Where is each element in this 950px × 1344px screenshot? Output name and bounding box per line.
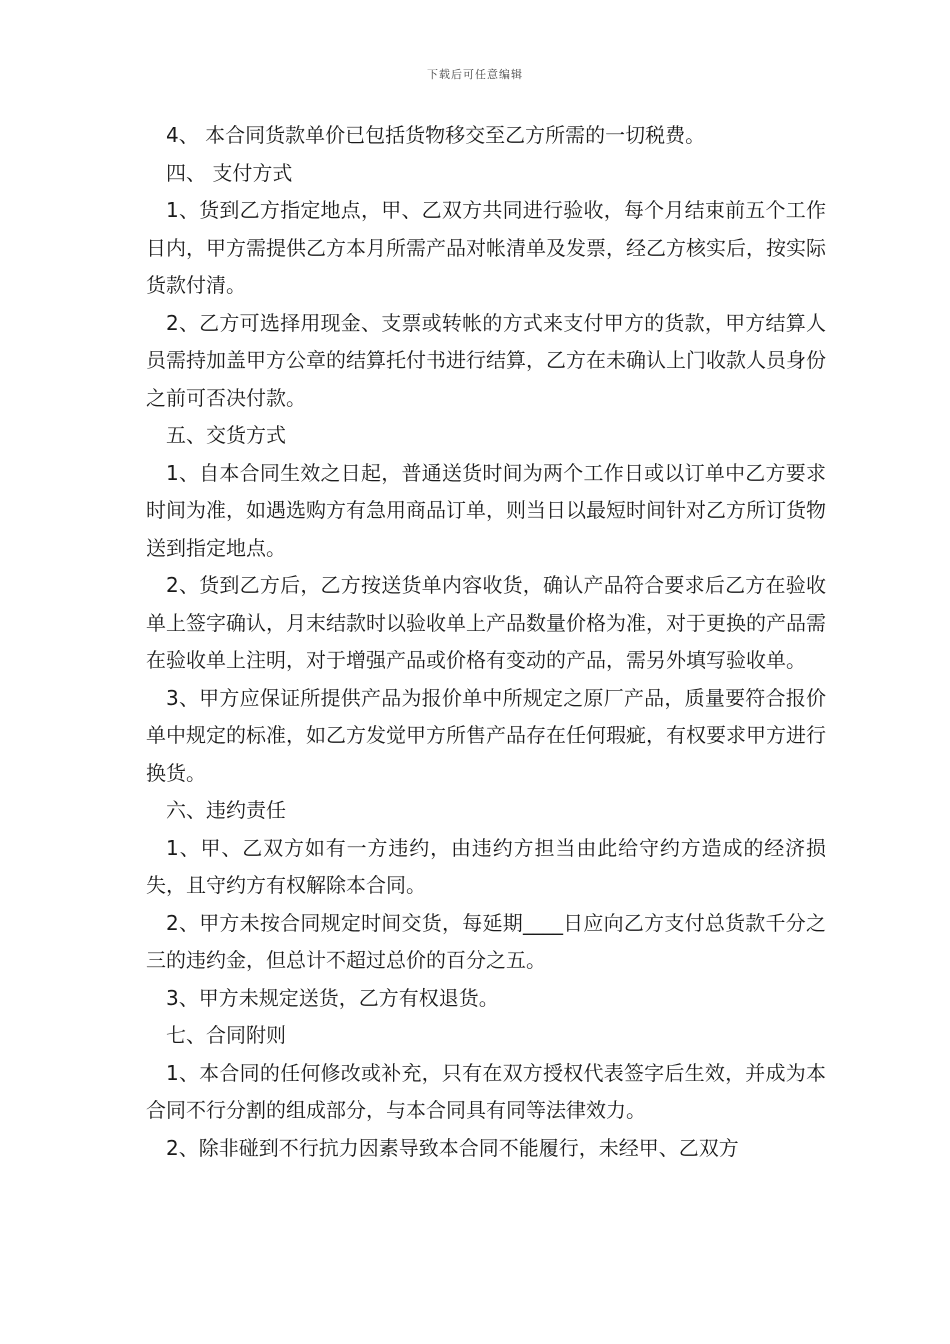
page-header: 下载后可任意编辑 xyxy=(427,68,523,81)
clause-6-item-3: 3、甲方未规定送货，乙方有权退货。 xyxy=(166,985,499,1010)
clause-4-item-2: 2、乙方可选择用现金、支票或转帐的方式来支付甲方的货款，甲方结算人员需持加盖甲方公章的结算托付书进行结算，乙方在未确认上门收款人员身份之前可否决付款。 xyxy=(146,310,826,410)
clause-6-item-1: 1、甲、乙双方如有一方违约，由违约方担当由此给守约方造成的经济损失，且守约方有权解除本合同。 xyxy=(146,835,826,897)
clause-3-item-4: 4、 本合同货款单价已包括货物移交至乙方所需的一切税费。 xyxy=(166,123,706,147)
section-heading-payment: 四、 支付方式 xyxy=(166,160,293,185)
clause-5-item-3: 3、甲方应保证所提供产品为报价单中所规定之原厂产品，质量要符合报价单中规定的标准，如乙方发觉甲方所售产品存在任何瑕疵，有权要求甲方进行换货。 xyxy=(146,685,826,785)
clause-5-item-2: 2、货到乙方后，乙方按送货单内容收货，确认产品符合要求后乙方在验收单上签字确认，月末结款时以验收单上产品数量价格为准，对于更换的产品需在验收单上注明，对于增强产品或价格有变动的产品，需另外填写验收单。 xyxy=(146,573,826,672)
clause-7-item-1: 1、本合同的任何修改或补充，只有在双方授权代表签字后生效，并成为本合同不行分割的组成部分，与本合同具有同等法律效力。 xyxy=(146,1060,826,1122)
clause-6-item-2: 2、甲方未按合同规定时间交货，每延期____日应向乙方支付总货款千分之三的违约金，但总计不超过总价的百分之五。 xyxy=(146,910,826,972)
section-heading-liability: 六、违约责任 xyxy=(166,798,286,822)
section-heading-supplementary: 七、合同附则 xyxy=(166,1023,286,1047)
clause-4-item-1: 1、货到乙方指定地点，甲、乙双方共同进行验收，每个月结束前五个工作日内，甲方需提供乙方本月所需产品对帐清单及发票，经乙方核实后，按实际货款付清。 xyxy=(146,198,826,297)
clause-5-item-1: 1、自本合同生效之日起，普通送货时间为两个工作日或以订单中乙方要求时间为准，如遇选购方有急用商品订单，则当日以最短时间针对乙方所订货物送到指定地点。 xyxy=(146,460,826,560)
clause-7-item-2: 2、除非碰到不行抗力因素导致本合同不能履行，未经甲、乙双方 xyxy=(166,1135,739,1160)
section-heading-delivery: 五、交货方式 xyxy=(166,423,286,447)
contract-body xyxy=(146,117,826,1167)
